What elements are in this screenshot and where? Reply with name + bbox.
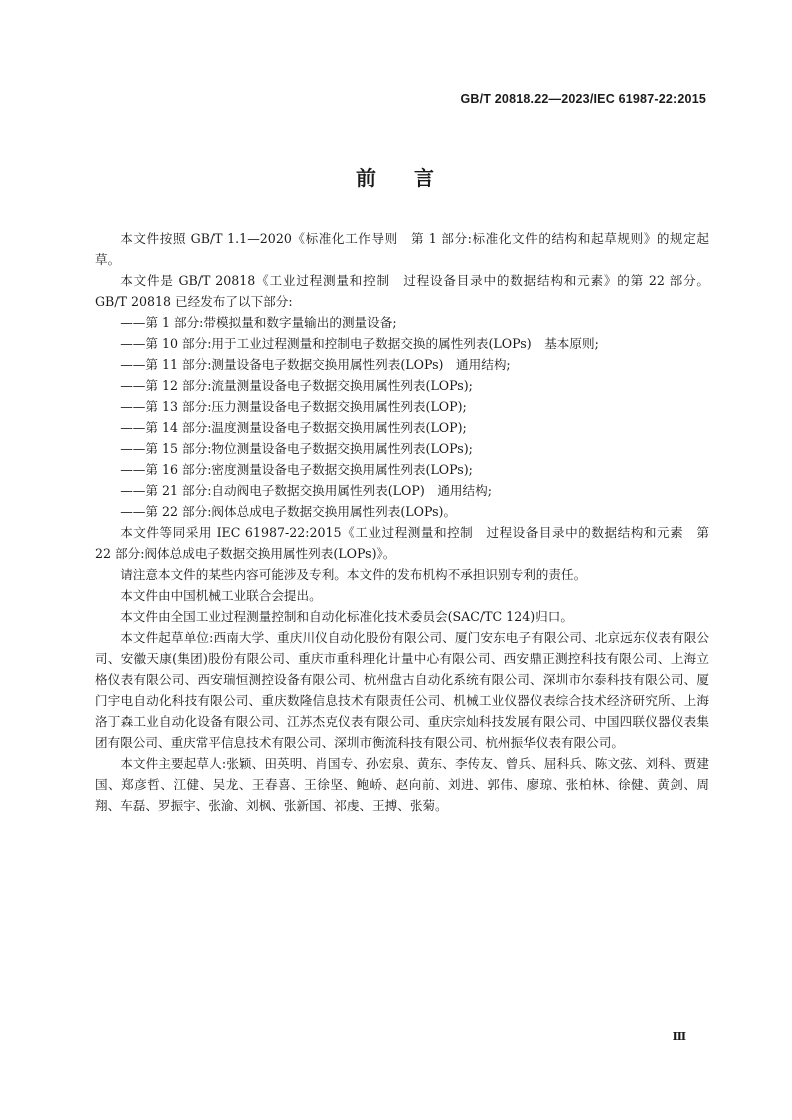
paragraph-equivalence: 本文件等同采用 IEC 61987-22:2015《工业过程测量和控制 过程设备目录中的数据结构和元素 第 22 部分:阀体总成电子数据交换用属性列表(LOPs)》。 xyxy=(95,525,709,561)
list-item: ——第 22 部分:阀体总成电子数据交换用属性列表(LOPs)。 xyxy=(120,504,457,519)
list-item: ——第 12 部分:流量测量设备电子数据交换用属性列表(LOPs); xyxy=(120,378,473,393)
list-item: ——第 13 部分:压力测量设备电子数据交换用属性列表(LOP); xyxy=(120,399,467,414)
list-item: ——第 10 部分:用于工业过程测量和控制电子数据交换的属性列表(LOPs) 基本原则; xyxy=(120,336,599,351)
page-title xyxy=(0,162,792,191)
list-item: ——第 16 部分:密度测量设备电子数据交换用属性列表(LOPs); xyxy=(120,462,473,477)
paragraph-series-intro: 本文件是 GB/T 20818《工业过程测量和控制 过程设备目录中的数据结构和元素》的第 22 部分。GB/T 20818 已经发布了以下部分: xyxy=(95,273,709,309)
list-item: ——第 14 部分:温度测量设备电子数据交换用属性列表(LOP); xyxy=(120,420,467,435)
paragraph-drafting-rules: 本文件按照 GB/T 1.1—2020《标准化工作导则 第 1 部分:标准化文件的结构和起草规则》的规定起草。 xyxy=(95,231,709,267)
paragraph-patent-notice: 请注意本文件的某些内容可能涉及专利。本文件的发布机构不承担识别专利的责任。 xyxy=(120,567,587,582)
paragraph-drafting-units: 本文件起草单位:西南大学、重庆川仪自动化股份有限公司、厦门安东电子有限公司、北京远东仪表有限公司、安徽天康(集团)股份有限公司、重庆市重科理化计量中心有限公司、西安鼎正测控科技有限公司、上海立格仪表有限公司、西安瑞恒测控设备有限公司、杭州盘古自动化系统有限公司、深圳市尔泰科技有限公司、厦门宇电自动化科技有限公司、重庆数隆信息技术有限责任公司、机械工业仪器仪表综合技术经济研究所、上海洛丁森工业自动化设备有限公司、江苏杰克仪表有限公司、重庆宗灿科技发展有限公司、中国四联仪器仪表集团有限公司、重庆常平信息技术有限公司、深圳市衡流科技有限公司、杭州振华仪表有限公司。 xyxy=(95,630,709,750)
page-number: Ⅲ xyxy=(672,1030,686,1043)
list-item: ——第 11 部分:测量设备电子数据交换用属性列表(LOPs) 通用结构; xyxy=(120,357,511,372)
standard-code-header: GB/T 20818.22—2023/IEC 61987-22:2015 xyxy=(460,92,706,106)
list-item: ——第 15 部分:物位测量设备电子数据交换用属性列表(LOPs); xyxy=(120,441,473,456)
paragraph-drafters: 本文件主要起草人:张颖、田英明、肖国专、孙宏泉、黄东、李传友、曾兵、屈科兵、陈文弦、刘科、贾建国、郑彦哲、江健、吴龙、王春喜、王徐坚、鲍峤、赵向前、刘进、郭伟、廖琼、张柏林、徐健、黄剑、周翔、车磊、罗振宇、张渝、刘枫、张新国、祁虔、王搏、张菊。 xyxy=(95,756,709,813)
title-char-1: 前 xyxy=(356,166,378,190)
paragraph-proposer: 本文件由中国机械工业联合会提出。 xyxy=(120,588,322,603)
foreword-body xyxy=(95,228,709,816)
parts-list xyxy=(95,312,709,522)
list-item: ——第 1 部分:带模拟量和数字量输出的测量设备; xyxy=(120,315,397,330)
paragraph-committee: 本文件由全国工业过程测量控制和自动化标准化技术委员会(SAC/TC 124)归口。 xyxy=(120,609,573,624)
title-char-2: 言 xyxy=(414,166,436,190)
list-item: ——第 21 部分:自动阀电子数据交换用属性列表(LOP) 通用结构; xyxy=(120,483,492,498)
